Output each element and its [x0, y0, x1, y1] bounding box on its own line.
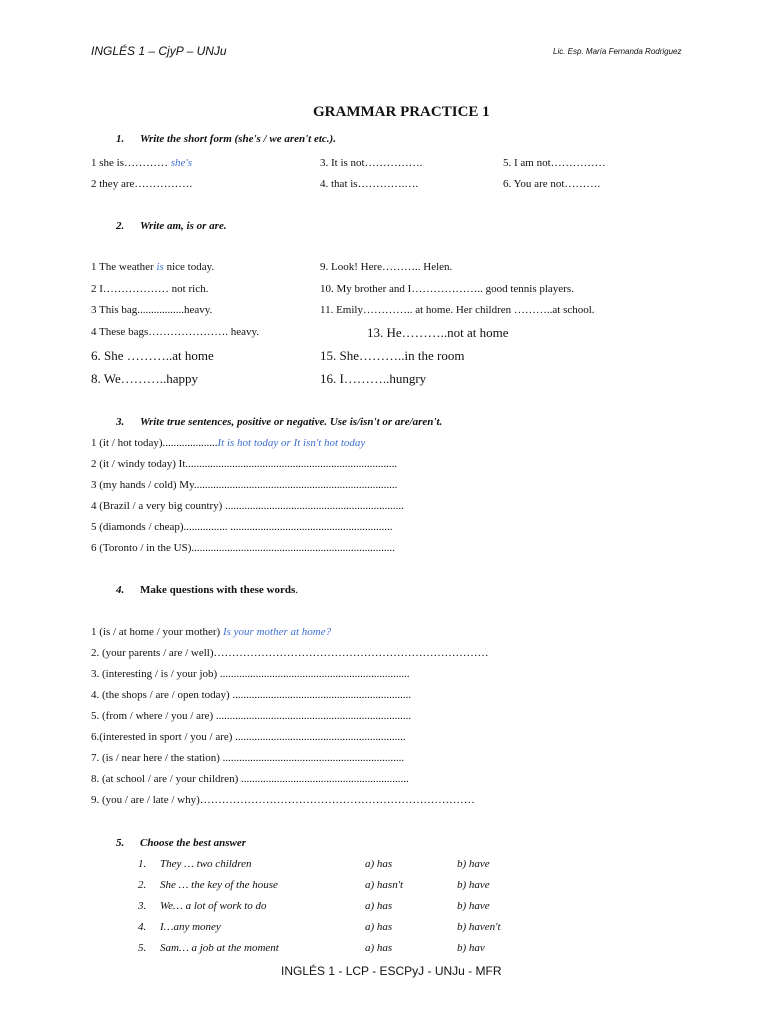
s2-item-6: 6. She ………..at home: [91, 348, 214, 363]
s4-line-4: 4. (the shops / are / open today) .................................................................: [91, 689, 412, 701]
s2-item-1-answer: is: [156, 261, 164, 273]
s4-line-9: 9. (you / are / late / why)…………………………………………………………………: [91, 794, 475, 806]
header-course: INGLÉS 1 – CjyP – UNJu: [91, 44, 227, 58]
s4-line-3: 3. (interesting / is / your job) .....................................................................: [91, 668, 410, 680]
s4-line-8: 8. (at school / are / your children) .............................................................: [91, 773, 409, 785]
s1-item-5: 5. I am not……………: [503, 157, 606, 169]
s5-item-question: She … the key of the house: [160, 879, 278, 891]
s5-item-number: 1.: [138, 858, 147, 870]
s4-line-1-answer: Is your mother at home?: [222, 626, 332, 638]
section-3-heading: 3. Write true sentences, positive or negative. Use is/isn't or are/aren't.: [116, 416, 443, 428]
s2-item-16: 16. I………..hungry: [320, 371, 427, 386]
s2-item-9: 9. Look! Here……….. Helen.: [320, 261, 453, 273]
s2-item-3: 3 This bag.................heavy.: [91, 304, 213, 316]
s2-item-2: 2 I……………… not rich.: [91, 283, 209, 295]
section-5-heading: 5. Choose the best answer: [116, 837, 247, 849]
s4-line-7: 7. (is / near here / the station) ..................................................................: [91, 752, 405, 764]
s3-line-4: 4 (Brazil / a very big country) .................................................................: [91, 500, 404, 512]
page-footer: INGLÉS 1 - LCP - ESCPyJ - UNJu - MFR: [281, 964, 502, 978]
s5-item-option-a: a) hasn't: [365, 879, 404, 891]
section-1-heading: 1. Write the short form (she's / we aren't etc.).: [116, 133, 336, 145]
s5-item-option-a: a) has: [365, 921, 393, 933]
s3-line-2: 2 (it / windy today) It.............................................................................: [91, 458, 398, 470]
s5-item-number: 4.: [138, 921, 147, 933]
s4-line-2: 2. (your parents / are / well)…………………………………………………………………: [91, 647, 489, 659]
s5-item-option-b: b) have: [457, 900, 490, 912]
section-2-heading: 2. Write am, is or are.: [116, 220, 227, 232]
s3-line-1-answer: It is hot today or It isn't hot today: [217, 437, 366, 449]
s2-item-11: 11. Emily………….. at home. Her children ………..at school.: [320, 304, 595, 316]
s1-item-3: 3. It is not…………….: [320, 157, 423, 169]
s2-item-1: 1 The weather is nice today.: [91, 261, 215, 273]
s5-item-option-b: b) have: [457, 879, 490, 891]
s2-item-15: 15. She………..in the room: [320, 348, 465, 363]
s5-item-question: They … two children: [160, 858, 252, 870]
s1-item-4: 4. that is………….….: [320, 178, 419, 190]
s5-item-number: 2.: [138, 879, 147, 891]
page-title: GRAMMAR PRACTICE 1: [313, 104, 490, 120]
s5-item-option-a: a) has: [365, 942, 393, 954]
s4-line-5: 5. (from / where / you / are) .......................................................................: [91, 710, 412, 722]
s1-item-1: 1 she is………… she's: [91, 157, 193, 169]
s3-line-1: 1 (it / hot today)....................It is hot today or It isn't hot today: [91, 437, 366, 449]
s3-line-3: 3 (my hands / cold) My..........................................................................: [91, 479, 398, 491]
s3-line-5: 5 (diamonds / cheap)................ ...........................................................: [91, 521, 393, 533]
s2-item-4: 4 These bags…………………. heavy.: [91, 326, 260, 338]
s5-item-number: 3.: [138, 900, 147, 912]
s2-item-10: 10. My brother and I……………….. good tennis players.: [320, 283, 574, 295]
s5-item-option-a: a) has: [365, 900, 393, 912]
s5-item-question: We… a lot of work to do: [160, 900, 267, 912]
s5-item-option-b: b) have: [457, 858, 490, 870]
s5-item-option-b: b) haven't: [457, 921, 501, 933]
section-4-heading: 4. Make questions with these words.: [116, 584, 298, 596]
s1-item-1-answer: she's: [170, 157, 193, 169]
s1-item-2: 2 they are…………….: [91, 178, 193, 190]
s4-line-6: 6.(interested in sport / you / are) ..............................................................: [91, 731, 406, 743]
s4-line-1: 1 (is / at home / your mother) Is your mother at home?: [91, 626, 332, 638]
header-author: Lic. Esp. María Fernanda Rodriguez: [553, 47, 682, 56]
s2-item-8: 8. We………..happy: [91, 371, 199, 386]
s1-item-6: 6. You are not……….: [503, 178, 601, 190]
s2-item-13: 13. He………..not at home: [367, 325, 509, 340]
s5-item-question: Sam… a job at the moment: [160, 942, 279, 954]
s5-item-option-b: b) hav: [457, 942, 485, 954]
s5-item-number: 5.: [138, 942, 147, 954]
s5-item-question: I…any money: [160, 921, 221, 933]
s5-item-option-a: a) has: [365, 858, 393, 870]
s3-line-6: 6 (Toronto / in the US)..........................................................................: [91, 542, 395, 554]
